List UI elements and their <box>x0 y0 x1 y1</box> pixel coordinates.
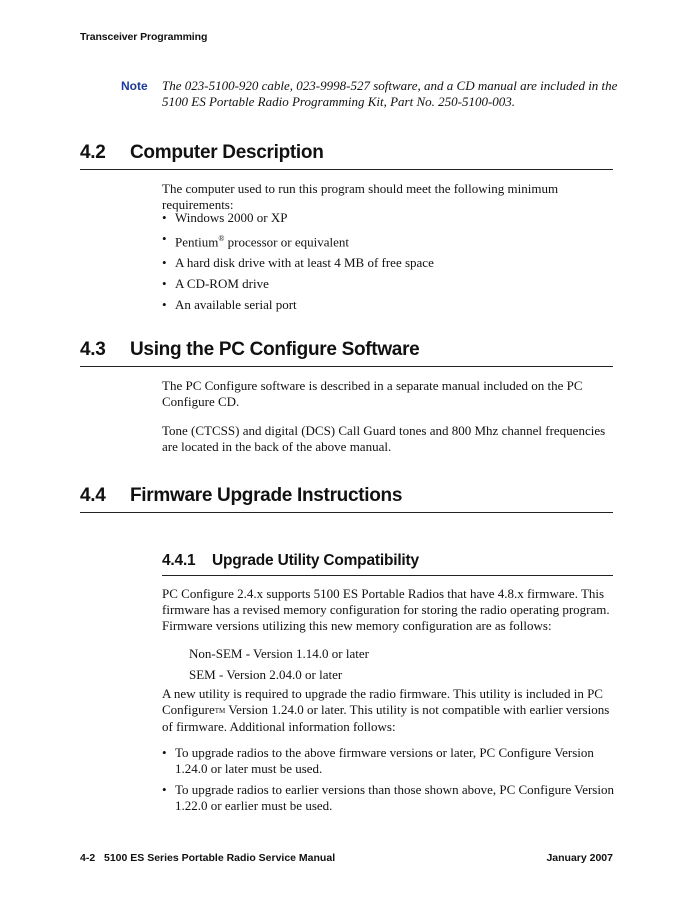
utility-paragraph <box>162 686 617 735</box>
list-item: • A hard disk drive with at least 4 MB of free space <box>162 255 434 271</box>
manual-title: 5100 ES Series Portable Radio Service Manual <box>104 852 336 864</box>
note-text: The 023-5100-920 cable, 023-9998-527 software, and a CD manual are included in the 5100 ES Portable Radio Programming Kit, Part No. 250-5100-003. <box>162 78 618 109</box>
section-divider <box>80 512 613 513</box>
list-item: • Windows 2000 or XP <box>162 210 434 226</box>
list-item: • To upgrade radios to earlier versions than those shown above, PC Configure Version 1.22.0 or earlier must be used. <box>162 782 617 814</box>
list-item: • A CD-ROM drive <box>162 276 434 292</box>
running-header: Transceiver Programming <box>80 31 208 43</box>
publication-date: January 2007 <box>546 852 613 864</box>
subsection-number: 4.4.1 <box>162 552 196 569</box>
note-label: Note <box>121 79 148 93</box>
cpu-rest: processor or equivalent <box>224 234 349 250</box>
subsection-title: Upgrade Utility Compatibility <box>212 552 419 569</box>
section-4-3-heading <box>80 339 419 361</box>
utility-text-a: A new utility is required to upgrade the radio firmware. This utility is included in PC Configure <box>162 686 603 717</box>
requirements-list <box>162 210 434 313</box>
list-item: • To upgrade radios to the above firmware versions or later, PC Configure Version 1.24.0 or later must be used. <box>162 745 617 777</box>
subsection-divider <box>162 575 613 576</box>
list-item: • An available serial port <box>162 297 434 313</box>
utility-text-b: Version 1.24.0 or later. This utility is not compatible with earlier versions of firmware. Additional information follows: <box>162 702 610 734</box>
sem-version: SEM - Version 2.04.0 or later <box>189 667 343 682</box>
section-number: 4.3 <box>80 339 106 360</box>
section-4-2-heading <box>80 142 324 164</box>
section-divider <box>80 366 613 367</box>
requirements-intro: The computer used to run this program should meet the following minimum requirements: <box>162 181 559 212</box>
registered-mark: ® <box>218 234 225 243</box>
software-paragraph: The PC Configure software is described in a separate manual included on the PC Configure CD. <box>162 378 583 409</box>
call-guard-paragraph: Tone (CTCSS) and digital (DCS) Call Guard tones and 800 Mhz channel frequencies are located in the back of the above manual. <box>162 423 606 454</box>
nonsem-version: Non-SEM - Version 1.14.0 or later <box>189 646 369 661</box>
section-number: 4.4 <box>80 485 106 506</box>
section-title: Firmware Upgrade Instructions <box>130 485 403 506</box>
section-title: Computer Description <box>130 142 324 163</box>
section-number: 4.2 <box>80 142 106 163</box>
compatibility-paragraph: PC Configure 2.4.x supports 5100 ES Portable Radios that have 4.8.x firmware. This firmware has a revised memory configuration for storing the radio operating program. Firmware versions utilizing this new memory configuration are as follows: <box>162 586 610 633</box>
section-4-4-heading <box>80 485 402 507</box>
subsection-4-4-1-heading <box>162 552 419 570</box>
upgrade-notes-list <box>162 745 617 814</box>
section-divider <box>80 169 613 170</box>
page-number: 4-2 <box>80 852 96 864</box>
list-item <box>162 231 434 250</box>
section-title: Using the PC Configure Software <box>130 339 420 360</box>
cpu-name: Pentium <box>175 234 219 250</box>
trademark-mark: TM <box>214 707 226 715</box>
